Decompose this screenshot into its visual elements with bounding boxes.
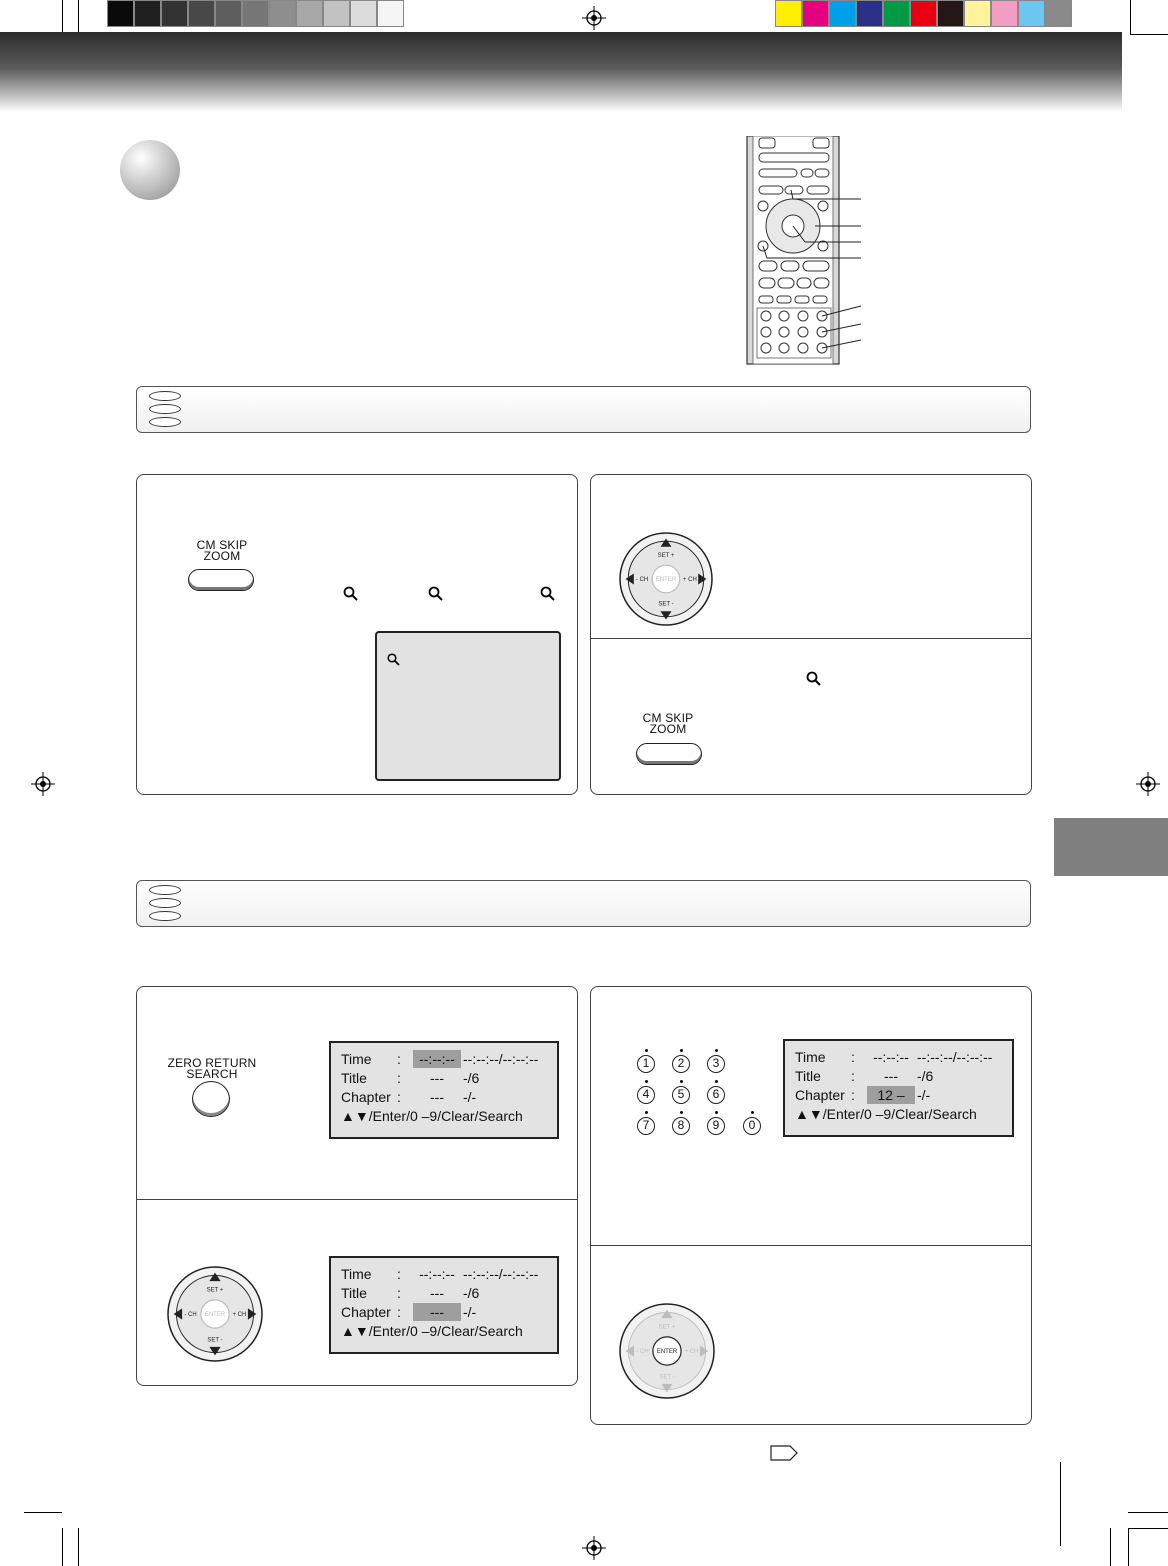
color-swatch [775,0,802,27]
search-osd-panel [329,1256,559,1354]
step-divider [137,1199,577,1200]
direction-pad-illustration [618,531,714,627]
button-top-label: ZERO RETURN [167,1056,257,1070]
crop-mark [1128,1512,1168,1513]
grey-calibration-bar [107,0,404,27]
crop-mark [24,1512,62,1513]
color-swatch [991,0,1018,27]
number-key-1[interactable]: 1 [637,1055,655,1073]
osd-label: Time [341,1051,372,1067]
osd-label: Chapter [795,1087,845,1103]
osd-value: --- [884,1068,898,1084]
dpad-left-label: - CH [184,1312,197,1318]
osd-label: Title [341,1285,367,1301]
disc-icon [149,911,181,921]
grey-swatch [107,0,134,27]
number-key-7[interactable]: 7 [637,1117,655,1135]
zero-return-search-label [160,1058,264,1080]
direction-pad-illustration [166,1265,264,1363]
enter-label: ENTER [204,1312,226,1318]
magnifier-icon [806,671,822,687]
osd-value: --- [430,1285,444,1301]
dpad-down-label: SET - [659,1374,675,1381]
osd-separator: : [397,1266,401,1282]
page-header-band [0,32,1122,112]
zoom-button[interactable] [188,569,254,591]
osd-separator: : [397,1304,401,1320]
disc-icon [149,391,181,401]
grey-swatch [296,0,323,27]
osd-value: 12 – [867,1086,915,1104]
zoom-button[interactable] [636,743,702,765]
osd-key-guide: ▲▼/Enter/0 –9/Clear/Search [795,1106,977,1122]
number-key-3[interactable]: 3 [707,1055,725,1073]
number-key-5[interactable]: 5 [672,1086,690,1104]
osd-separator: : [397,1070,401,1086]
grey-swatch [242,0,269,27]
disc-icon [149,885,181,895]
osd-value: --- [430,1089,444,1105]
crop-mark [1128,1528,1129,1566]
number-key-6[interactable]: 6 [707,1086,725,1104]
color-swatch [802,0,829,27]
button-top-label: CM SKIP [196,538,248,552]
dpad-left-label: - CH [636,1349,649,1355]
osd-total: -/- [917,1087,931,1103]
chapter-side-tab [1054,818,1168,876]
search-osd-panel [329,1041,559,1139]
button-bottom-label: ZOOM [203,549,241,563]
number-key-9[interactable]: 9 [707,1117,725,1135]
crop-mark [1130,34,1168,35]
step-divider [591,1245,1031,1246]
dpad-up-label: SET + [206,1287,224,1294]
number-key-2[interactable]: 2 [672,1055,690,1073]
osd-value: --:--:-- [413,1050,461,1068]
osd-total: -/- [463,1089,477,1105]
dpad-left-label: - CH [635,577,649,583]
osd-total: --:--:--/--:--:-- [463,1266,539,1282]
magnifier-icon [343,586,359,602]
disc-icon [149,417,181,427]
search-button[interactable] [192,1081,230,1117]
registration-target-icon [31,772,55,796]
grey-swatch [377,0,404,27]
osd-key-guide: ▲▼/Enter/0 –9/Clear/Search [341,1323,523,1339]
step-divider [591,638,1031,639]
disc-icon [149,898,181,908]
enter-label: ENTER [655,577,677,583]
dpad-right-label: + CH [682,577,697,583]
button-bottom-label: ZOOM [649,722,687,736]
number-key-4[interactable]: 4 [637,1086,655,1104]
enter-label: ENTER [656,1349,678,1355]
osd-separator: : [397,1285,401,1301]
osd-value: --:--:-- [873,1049,909,1065]
osd-label: Chapter [341,1089,391,1105]
dpad-down-label: SET - [658,601,674,608]
crop-mark [78,1528,79,1566]
section-bullet-icon [120,140,180,200]
registration-target-icon [1136,772,1160,796]
osd-total: -/6 [463,1070,480,1086]
button-bottom-label: SEARCH [186,1067,238,1081]
color-swatch [1018,0,1045,27]
magnifier-icon [540,586,556,602]
color-swatch [883,0,910,27]
dpad-up-label: SET + [657,552,675,559]
number-key-0[interactable]: 0 [743,1117,761,1135]
osd-value: --:--:-- [419,1266,455,1282]
osd-total: --:--:--/--:--:-- [463,1051,539,1067]
dpad-right-label: + CH [684,1349,699,1355]
osd-separator: : [851,1068,855,1084]
button-top-label: CM SKIP [642,711,694,725]
color-swatch [964,0,991,27]
osd-separator: : [397,1051,401,1067]
remote-control-illustration [745,136,863,366]
cm-skip-zoom-label [632,713,704,735]
crop-mark [1110,1528,1111,1566]
osd-value: --- [430,1070,444,1086]
cm-skip-zoom-label [186,540,258,562]
zoom-section-banner [136,386,1031,433]
osd-total: --:--:--/--:--:-- [917,1049,993,1065]
osd-value: --- [413,1303,461,1321]
crop-mark [62,1528,63,1566]
osd-total: -/6 [917,1068,934,1084]
osd-total: -/6 [463,1285,480,1301]
color-swatch [829,0,856,27]
direction-pad-illustration [618,1302,716,1400]
zoom-tv-screen [375,631,561,781]
search-osd-panel [783,1039,1014,1137]
color-swatch [1045,0,1072,27]
magnifier-icon [428,586,444,602]
osd-label: Chapter [341,1304,391,1320]
color-swatch [856,0,883,27]
osd-label: Title [795,1068,821,1084]
osd-separator: : [851,1049,855,1065]
dpad-up-label: SET + [658,1324,676,1331]
continue-arrow-icon [770,1445,798,1461]
osd-separator: : [851,1087,855,1103]
number-key-8[interactable]: 8 [672,1117,690,1135]
dpad-down-label: SET - [207,1337,223,1344]
grey-swatch [134,0,161,27]
grey-swatch [323,0,350,27]
osd-separator: : [397,1089,401,1105]
osd-label: Title [341,1070,367,1086]
color-swatch [937,0,964,27]
grey-swatch [350,0,377,27]
disc-icon [149,404,181,414]
color-swatch [910,0,937,27]
search-section-banner [136,880,1031,927]
page-edge-rule [1060,1462,1061,1546]
registration-target-icon [582,6,606,30]
grey-swatch [188,0,215,27]
registration-target-icon [582,1536,606,1560]
crop-mark [62,0,63,34]
dpad-right-label: + CH [232,1312,247,1318]
crop-mark [1130,0,1131,34]
osd-label: Time [341,1266,372,1282]
magnifier-icon [387,653,401,667]
osd-total: -/- [463,1304,477,1320]
grey-swatch [161,0,188,27]
crop-mark [78,0,79,34]
color-calibration-bar [775,0,1072,27]
grey-swatch [269,0,296,27]
osd-key-guide: ▲▼/Enter/0 –9/Clear/Search [341,1108,523,1124]
grey-swatch [215,0,242,27]
crop-mark [1128,1528,1168,1529]
osd-label: Time [795,1049,826,1065]
